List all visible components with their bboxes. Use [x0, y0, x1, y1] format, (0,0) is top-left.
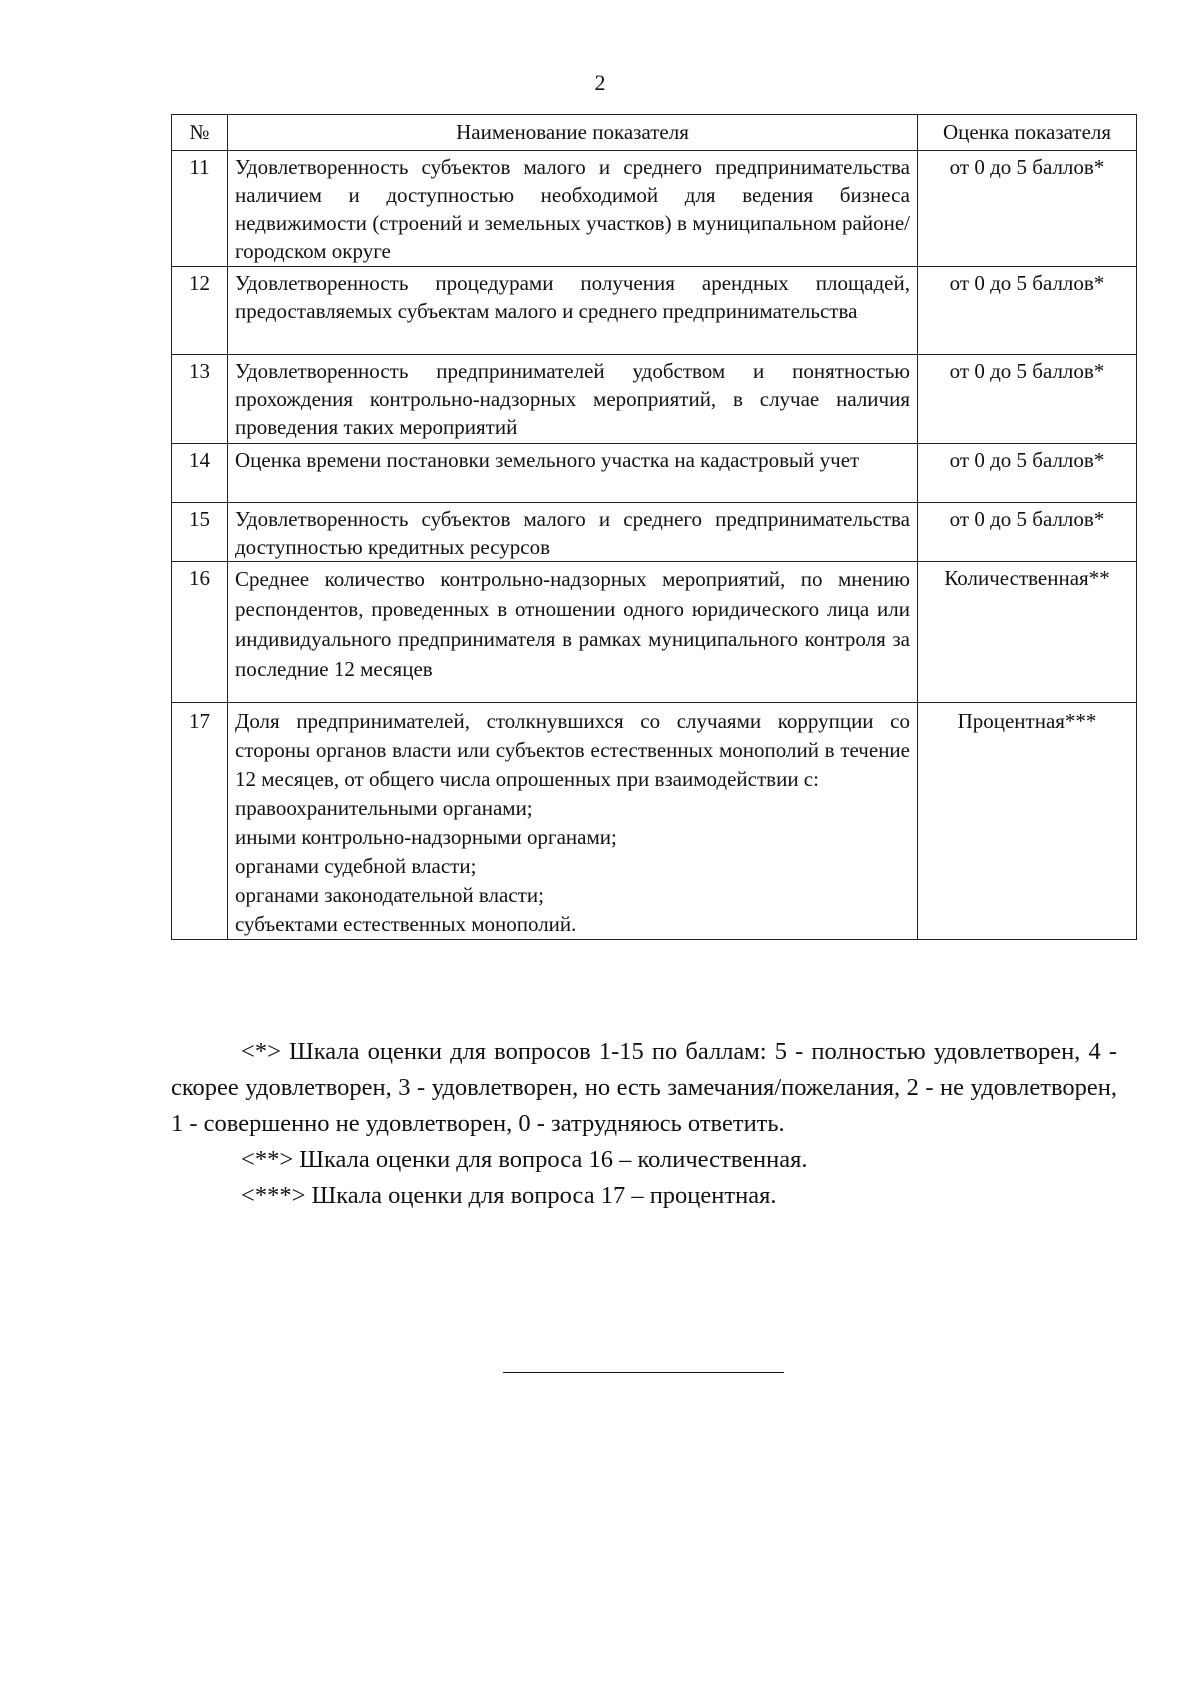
page-number: 2 [594, 70, 606, 95]
footnotes [171, 1034, 1117, 1214]
row-number: 12 [172, 267, 228, 355]
list-item: иными контрольно-надзорными органами; [235, 825, 617, 849]
list-item: правоохранительными органами; [235, 796, 533, 820]
row-score: от 0 до 5 баллов* [918, 267, 1137, 355]
row-score: от 0 до 5 баллов* [918, 151, 1137, 267]
row-score: от 0 до 5 баллов* [918, 503, 1137, 562]
row-indicator-name: Удовлетворенность предпринимателей удобством и понятностью прохождения контрольно-надзорных мероприятий, в случае наличия проведения таких мероприятий [228, 355, 918, 444]
table-row [172, 703, 1137, 940]
row-score: от 0 до 5 баллов* [918, 355, 1137, 444]
table-row [172, 444, 1137, 503]
row-indicator-name: Удовлетворенность субъектов малого и среднего предпринимательства наличием и доступностью необходимой для ведения бизнеса недвижимости (строений и земельных участков) в муниципальном районе/городском округе [228, 151, 918, 267]
list-item: субъектами естественных монополий. [235, 912, 577, 936]
row-score: от 0 до 5 баллов* [918, 444, 1137, 503]
row-number: 15 [172, 503, 228, 562]
closing-divider-line [503, 1372, 784, 1373]
row-score: Количественная** [918, 562, 1137, 703]
table-row [172, 267, 1137, 355]
row-indicator-name: Удовлетворенность субъектов малого и среднего предпринимательства доступностью кредитных ресурсов [228, 503, 918, 562]
list-item: органами законодательной власти; [235, 883, 544, 907]
header-score: Оценка показателя [918, 115, 1137, 151]
footnote-percentage: <***> Шкала оценки для вопроса 17 – процентная. [241, 1182, 777, 1209]
header-name: Наименование показателя [228, 115, 918, 151]
list-item: органами судебной власти; [235, 854, 477, 878]
indicators-table [171, 114, 1137, 940]
row-number: 17 [172, 703, 228, 940]
row-indicator-name [228, 703, 918, 940]
footnote-score-scale: <*> Шкала оценки для вопросов 1-15 по баллам: 5 - полностью удовлетворен, 4 - скорее удовлетворен, 3 - удовлетворен, но есть замечания/пожелания, 2 - не удовлетворен, 1 - совершенно не удовлетворен, 0 - затрудняюсь ответить. [171, 1038, 1117, 1137]
row-number: 16 [172, 562, 228, 703]
table-row [172, 355, 1137, 444]
row-number: 13 [172, 355, 228, 444]
row-number: 14 [172, 444, 228, 503]
row-indicator-name: Оценка времени постановки земельного участка на кадастровый учет [228, 444, 918, 503]
footnote-quantitative: <**> Шкала оценки для вопроса 16 – количественная. [241, 1146, 808, 1173]
row-number: 11 [172, 151, 228, 267]
row-score: Процентная*** [918, 703, 1137, 940]
table-header-row [172, 115, 1137, 151]
table-row [172, 562, 1137, 703]
row-indicator-name: Среднее количество контрольно-надзорных мероприятий, по мнению респондентов, проведенных в отношении одного юридического лица или индивидуального предпринимателя в рамках муниципального контроля за последние 12 месяцев [228, 562, 918, 703]
row-indicator-name: Удовлетворенность процедурами получения арендных площадей, предоставляемых субъектам малого и среднего предпринимательства [228, 267, 918, 355]
table-row [172, 151, 1137, 267]
row-indicator-intro: Доля предпринимателей, столкнувшихся со случаями коррупции со стороны органов власти или субъектов естественных монополий в течение 12 месяцев, от общего числа опрошенных при взаимодействии с: [235, 709, 910, 791]
table-row [172, 503, 1137, 562]
header-number: № [172, 115, 228, 151]
